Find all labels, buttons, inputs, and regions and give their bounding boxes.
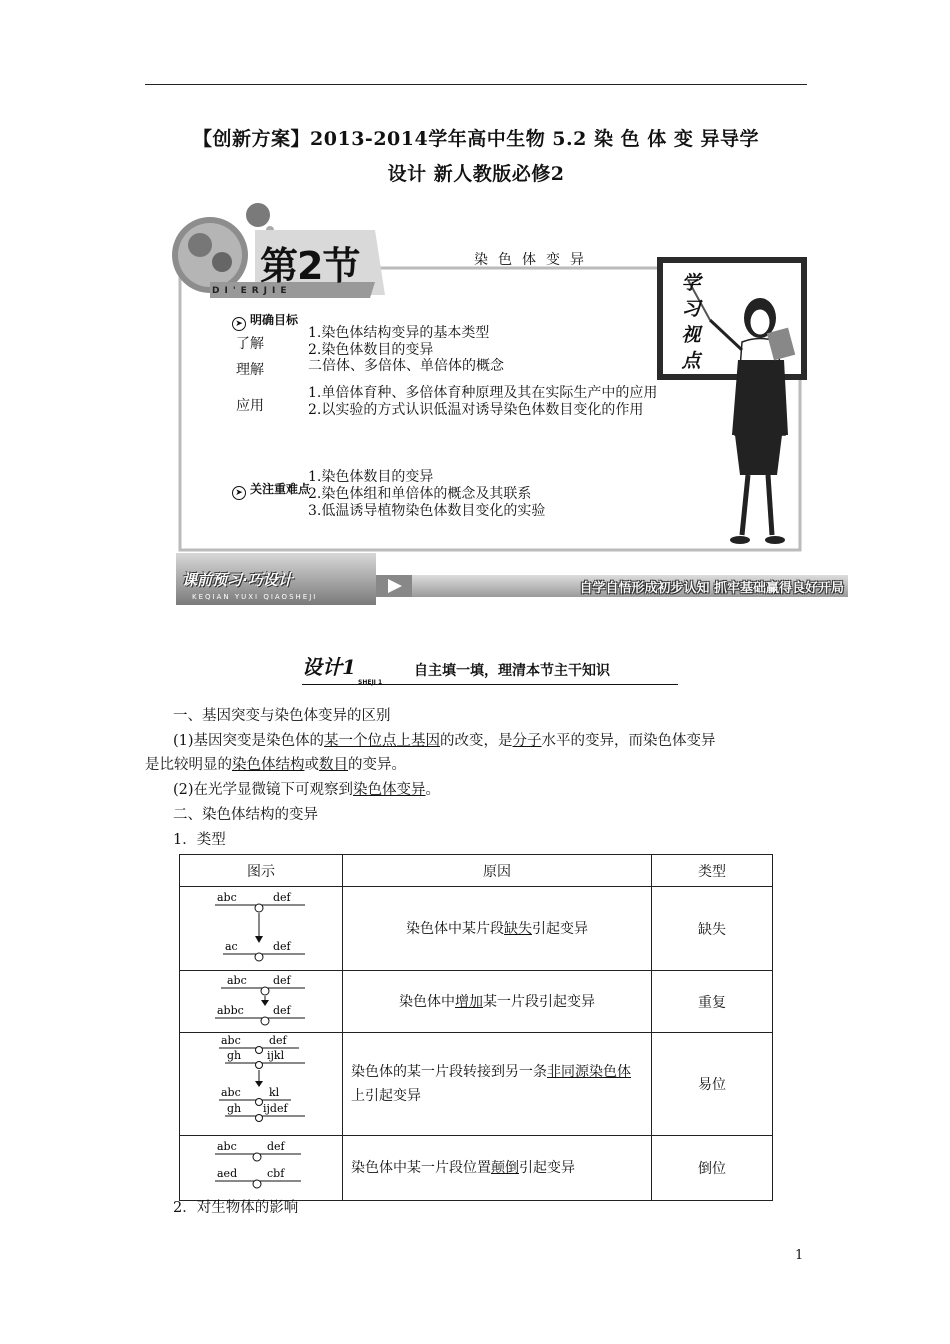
play-icon xyxy=(376,575,412,597)
paragraph-2: (2)在光学显微镜下可观察到染色体变异。 xyxy=(173,782,441,798)
svg-text:abc: abc xyxy=(217,1140,237,1153)
svg-text:def: def xyxy=(273,974,291,987)
svg-text:abc: abc xyxy=(221,1086,241,1099)
strip-badge: 课前预习·巧设计 xyxy=(182,571,293,589)
strip-slogan: 自学自悟形成初步认知 抓牢基础赢得良好开局 xyxy=(579,581,844,596)
table-row xyxy=(180,1136,773,1201)
arrow-circle-icon: ➤ xyxy=(232,317,246,331)
svg-text:abc: abc xyxy=(221,1034,241,1047)
goal-label: 了解 xyxy=(236,336,264,352)
svg-text:abbc: abbc xyxy=(217,1004,244,1017)
design-slogan: 自主填一填，理清本节主干知识 xyxy=(414,663,610,679)
arrow-circle-icon: ➤ xyxy=(232,486,246,500)
heading-4: 2．对生物体的影响 xyxy=(173,1200,299,1216)
type-cell: 缺失 xyxy=(652,887,773,971)
strip-bar xyxy=(376,575,848,597)
diagram-cell xyxy=(180,971,343,1033)
diagram-cell xyxy=(180,887,343,971)
translocation-diagram xyxy=(181,1034,341,1130)
svg-text:def: def xyxy=(269,1034,287,1047)
header-rule xyxy=(145,84,807,85)
heading-2: 二、染色体结构的变异 xyxy=(173,807,318,823)
section-topic: 染色体变异 xyxy=(474,252,594,268)
table-header-row xyxy=(180,855,773,887)
goal-text: 1.染色体结构变异的基本类型 2.染色体数目的变异 xyxy=(308,325,490,358)
svg-text:def: def xyxy=(273,891,291,904)
document-title xyxy=(145,122,807,192)
reason-cell: 染色体中某一片段位置颠倒引起变异 xyxy=(343,1136,652,1201)
heading-3: 1．类型 xyxy=(173,832,226,848)
svg-text:def: def xyxy=(267,1140,285,1153)
svg-text:gh: gh xyxy=(227,1049,242,1062)
deletion-diagram xyxy=(181,888,341,965)
focus-heading: ➤ 关注重难点 xyxy=(232,480,310,500)
type-cell: 倒位 xyxy=(652,1136,773,1201)
svg-text:def: def xyxy=(273,1004,291,1017)
type-cell: 重复 xyxy=(652,971,773,1033)
title-line-2: 设计 新人教版必修2 xyxy=(387,163,565,185)
goals-heading: ➤ 明确目标 xyxy=(232,311,298,331)
svg-text:gh: gh xyxy=(227,1102,242,1115)
variation-type-table xyxy=(179,854,773,1201)
board-char: 习 xyxy=(681,298,701,320)
design-underline xyxy=(302,684,678,685)
reason-cell: 染色体中增加某一片段引起变异 xyxy=(343,971,652,1033)
board-char: 学 xyxy=(681,272,701,294)
svg-text:aed: aed xyxy=(217,1167,238,1180)
goal-text: 1.单倍体育种、多倍体育种原理及其在实际生产中的应用 2.以实验的方式认识低温对诱导染色体数目变化的作用 xyxy=(308,385,658,418)
reason-cell: 染色体的某一片段转接到另一条非同源染色体上引起变异 xyxy=(343,1033,652,1136)
table-header: 图示 xyxy=(180,855,343,887)
design-heading xyxy=(302,651,678,687)
diagram-cell xyxy=(180,1033,343,1136)
diagram-cell xyxy=(180,1136,343,1201)
svg-text:ac: ac xyxy=(225,940,238,953)
paragraph-1-cont: 是比较明显的染色体结构或数目的变异。 xyxy=(145,757,406,773)
preview-strip xyxy=(176,553,848,605)
table-row xyxy=(180,887,773,971)
table-row xyxy=(180,1033,773,1136)
strip-pinyin: KEQIAN YUXI QIAOSHEJI xyxy=(192,593,318,601)
design-mark: 设计1 xyxy=(302,655,356,679)
svg-text:ijdef: ijdef xyxy=(263,1102,288,1115)
svg-text:cbf: cbf xyxy=(267,1167,285,1180)
board-char: 点 xyxy=(681,350,701,372)
goal-label: 理解 xyxy=(236,362,264,378)
paragraph-1: (1)基因突变是染色体的某一个位点上基因的改变，是分子水平的变异，而染色体变异 xyxy=(173,733,716,749)
design-mark-pinyin: SHEJI 1 xyxy=(358,679,383,686)
svg-text:ijkl: ijkl xyxy=(267,1049,285,1062)
goal-label: 应用 xyxy=(236,398,264,414)
svg-text:abc: abc xyxy=(227,974,247,987)
section-number: 第2节 xyxy=(260,244,360,288)
reason-cell: 染色体中某片段缺失引起变异 xyxy=(343,887,652,971)
title-line-1: 【创新方案】2013-2014学年高中生物 5.2 染 色 体 变 异导学 xyxy=(193,128,759,150)
inversion-diagram xyxy=(181,1137,341,1195)
svg-text:def: def xyxy=(273,940,291,953)
table-row xyxy=(180,971,773,1033)
heading-1: 一、基因突变与染色体变异的区别 xyxy=(173,708,391,724)
table-header: 原因 xyxy=(343,855,652,887)
focus-list: 1.染色体数目的变异 2.染色体组和单倍体的概念及其联系 3.低温诱导植物染色体数目变化的实验 xyxy=(308,469,546,519)
section-pinyin: DI'ERJIE xyxy=(212,286,292,296)
page-number: 1 xyxy=(795,1248,804,1263)
svg-text:abc: abc xyxy=(217,891,237,904)
type-cell: 易位 xyxy=(652,1033,773,1136)
goal-text: 二倍体、多倍体、单倍体的概念 xyxy=(308,358,504,374)
svg-text:kl: kl xyxy=(269,1086,280,1099)
blackboard-text xyxy=(676,270,706,374)
table-header: 类型 xyxy=(652,855,773,887)
board-char: 视 xyxy=(681,324,701,346)
duplication-diagram xyxy=(181,972,341,1027)
